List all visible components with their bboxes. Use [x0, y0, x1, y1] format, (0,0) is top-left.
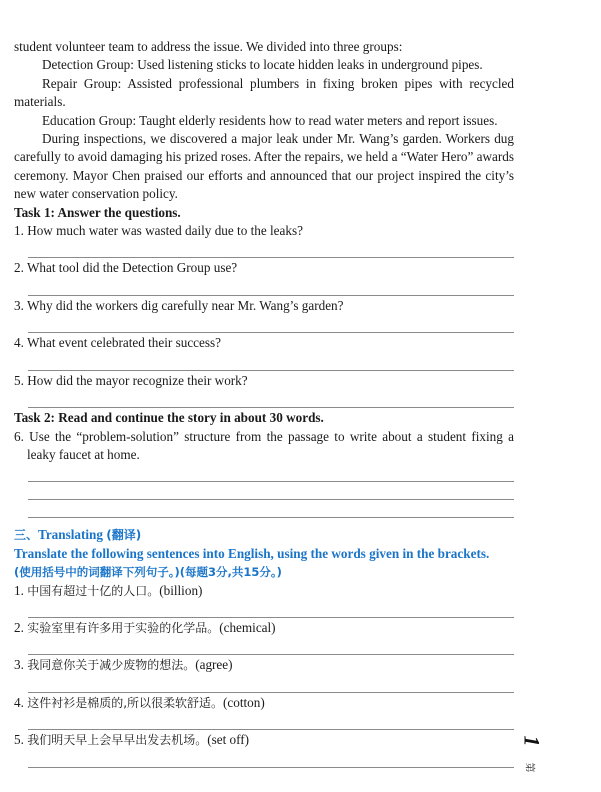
task2-question-6: 6. Use the “problem-solution” structure from the passage to write about a student fixing a leaky faucet at home. [14, 428, 514, 462]
unit-number: 1 [519, 735, 544, 747]
question-hint: (billion) [159, 582, 203, 598]
unit-side-marker [520, 730, 542, 775]
translation-question-3 [14, 656, 514, 674]
question-chinese: 我同意你关于减少废物的想法。 [27, 658, 196, 673]
passage-repair-group: Repair Group: Assisted professional plumbers in fixing broken pipes with recycled materials. [14, 75, 514, 110]
task2-title: Task 2: Read and continue the story in about 30 words. [14, 410, 324, 426]
section-title-en: Translating [38, 527, 107, 543]
passage-education-group: Education Group: Taught elderly residents how to read water meters and report issues. [42, 112, 498, 128]
question-number: 4. [14, 694, 28, 710]
question-chinese: 实验室里有许多用于实验的化学品。 [27, 620, 220, 635]
answer-blank-4[interactable] [28, 353, 514, 371]
question-hint: (set off) [207, 732, 250, 748]
task1-question-1: 1. How much water was wasted daily due to the leaks? [14, 223, 303, 239]
section-number: 三、 [14, 528, 39, 543]
translation-question-2 [14, 619, 514, 637]
writing-blank-3[interactable] [28, 500, 514, 518]
task1-question-2: 2. What tool did the Detection Group use? [14, 260, 238, 276]
instruction-cn: (使用括号中的词翻译下列句子。)(每题3分,共15分。) [14, 565, 282, 580]
translation-question-5 [14, 731, 514, 749]
question-hint: (cotton) [223, 694, 265, 710]
translation-blank-4[interactable] [28, 712, 514, 730]
passage-detection-group: Detection Group: Used listening sticks to locate hidden leaks in underground pipes. [42, 57, 483, 73]
section-heading [14, 526, 514, 544]
passage-inspections: During inspections, we discovered a major leak under Mr. Wang’s garden. Workers dug carefully to avoid damaging his prized roses. After the repairs, we held a “Water Hero” awards ceremony. Mayor Chen praised our efforts and announced that our project inspired the city’s new water conservation policy. [14, 131, 514, 202]
question-chinese: 我们明天早上会早早出发去机场。 [27, 733, 208, 748]
question-hint: (agree) [195, 657, 233, 673]
answer-blank-3[interactable] [28, 315, 514, 333]
question-hint: (chemical) [219, 619, 276, 635]
translation-blank-3[interactable] [28, 675, 514, 693]
question-number: 3. [14, 657, 28, 673]
writing-blank-2[interactable] [28, 482, 514, 500]
translation-question-4 [14, 694, 514, 712]
translation-blank-1[interactable] [28, 600, 514, 618]
question-chinese: 中国有超过十亿的人口。 [27, 583, 160, 598]
task1-title: Task 1: Answer the questions. [14, 204, 181, 220]
translation-question-1 [14, 582, 514, 600]
question-number: 2. [14, 619, 28, 635]
writing-blank-1[interactable] [28, 464, 514, 482]
unit-label-char: 第 [523, 762, 535, 773]
task1-question-4: 4. What event celebrated their success? [14, 335, 221, 351]
task1-question-3: 3. Why did the workers dig carefully near Mr. Wang’s garden? [14, 297, 344, 313]
question-number: 1. [14, 582, 28, 598]
answer-blank-2[interactable] [28, 278, 514, 296]
section-title-cn: (翻译) [106, 528, 142, 543]
answer-blank-1[interactable] [28, 240, 514, 258]
worksheet-page [14, 38, 514, 769]
task1-question-5: 5. How did the mayor recognize their work? [14, 372, 248, 388]
question-chinese: 这件衬衫是棉质的,所以很柔软舒适。 [27, 695, 224, 710]
translation-blank-2[interactable] [28, 637, 514, 655]
question-number: 5. [14, 732, 28, 748]
answer-blank-5[interactable] [28, 390, 514, 408]
passage-intro-line: student volunteer team to address the issue. We divided into three groups: [14, 39, 403, 54]
instruction-en: Translate the following sentences into English, using the words given in the brackets. [14, 545, 490, 561]
translation-blank-5[interactable] [28, 750, 514, 768]
